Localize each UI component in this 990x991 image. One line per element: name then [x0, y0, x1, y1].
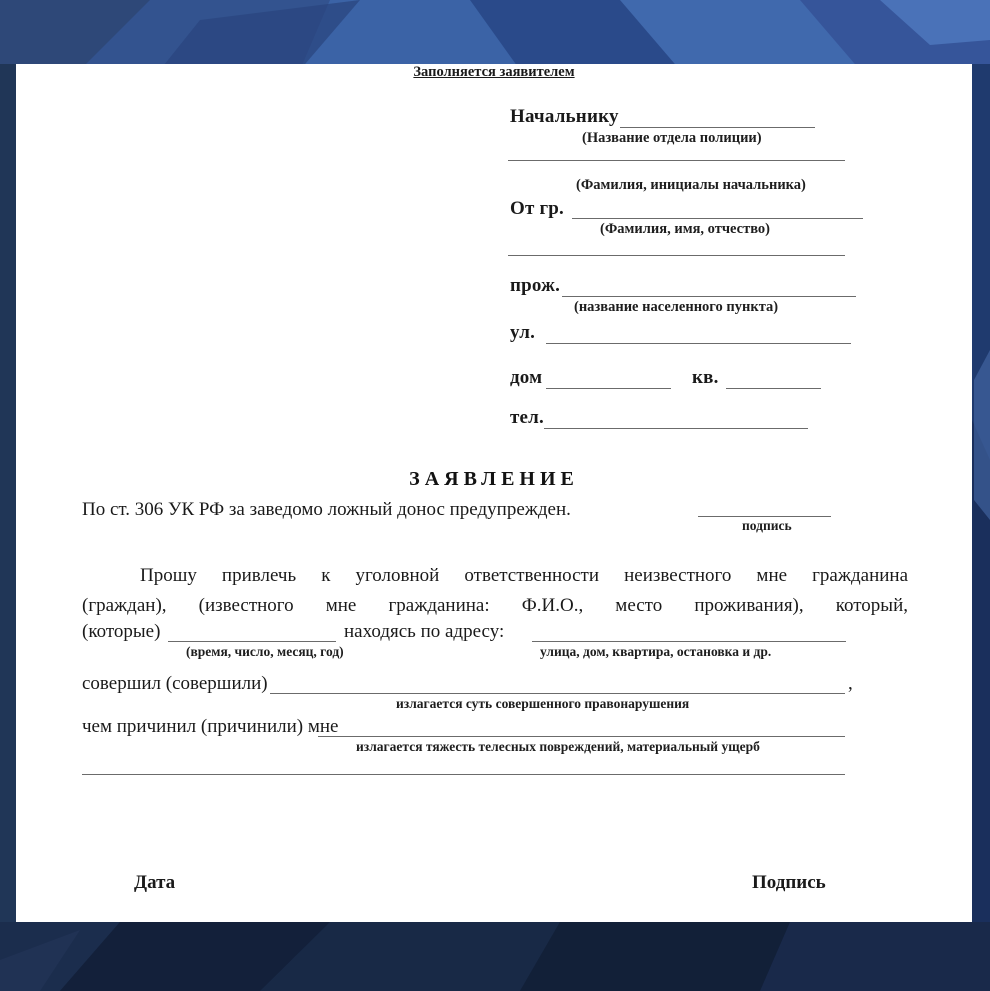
house-label: дом	[510, 367, 543, 388]
residence-label: прож.	[510, 275, 561, 296]
which-ones-label: (которые)	[82, 621, 161, 642]
incident-time-rule[interactable]	[168, 641, 336, 642]
committed-label: совершил (совершили)	[82, 673, 268, 694]
warning-signature-caption: подпись	[742, 518, 792, 533]
applicant-fullname-caption: (Фамилия, имя, отчество)	[600, 221, 771, 237]
street-label: ул.	[510, 322, 536, 343]
damage-rule[interactable]	[318, 736, 845, 737]
located-at-address-label: находясь по адресу:	[344, 621, 505, 642]
committed-caption: излагается суть совершенного правонарушения	[396, 696, 690, 711]
signature-label: Подпись	[752, 872, 826, 893]
street-rule[interactable]	[546, 343, 851, 344]
settlement-caption: (название населенного пункта)	[574, 299, 779, 315]
request-body-line-1: Прошу привлечь к уголовной ответственности неизвестного мне гражданина	[140, 565, 908, 586]
incident-address-caption: улица, дом, квартира, остановка и др.	[540, 644, 772, 659]
chief-label: Начальнику	[510, 106, 619, 127]
filled-by-applicant-note: Заполняется заявителем	[413, 64, 575, 80]
document-page	[16, 64, 972, 922]
incident-time-caption: (время, число, месяц, год)	[186, 644, 344, 659]
phone-rule[interactable]	[544, 428, 808, 429]
false-denunciation-warning: По ст. 306 УК РФ за заведомо ложный донос предупрежден.	[82, 499, 571, 520]
damage-caption: излагается тяжесть телесных повреждений, материальный ущерб	[356, 739, 760, 754]
phone-label: тел.	[510, 407, 544, 428]
chief-fullname-rule[interactable]	[508, 160, 845, 161]
date-label: Дата	[134, 872, 176, 893]
warning-signature-rule[interactable]	[698, 516, 831, 517]
flat-label: кв.	[692, 367, 719, 388]
committed-rule[interactable]	[270, 693, 845, 694]
damage-continuation-rule[interactable]	[82, 774, 845, 775]
request-body-line-2: (граждан), (известного мне гражданина: Ф.И.О., место проживания), который,	[82, 595, 908, 616]
applicant-extra-rule[interactable]	[508, 255, 845, 256]
committed-trailing-comma: ,	[848, 673, 853, 694]
applicant-fullname-rule[interactable]	[572, 218, 863, 219]
page-title: ЗАЯВЛЕНИЕ	[409, 468, 579, 490]
chief-surname-initials-caption: (Фамилия, инициалы начальника)	[576, 177, 806, 193]
from-citizen-label: От гр.	[510, 198, 565, 219]
house-rule[interactable]	[546, 388, 671, 389]
incident-address-rule[interactable]	[532, 641, 846, 642]
settlement-rule[interactable]	[562, 296, 856, 297]
flat-rule[interactable]	[726, 388, 821, 389]
police-department-caption: (Название отдела полиции)	[582, 130, 762, 146]
damage-label: чем причинил (причинили) мне	[82, 716, 339, 737]
chief-name-rule[interactable]	[620, 127, 815, 128]
